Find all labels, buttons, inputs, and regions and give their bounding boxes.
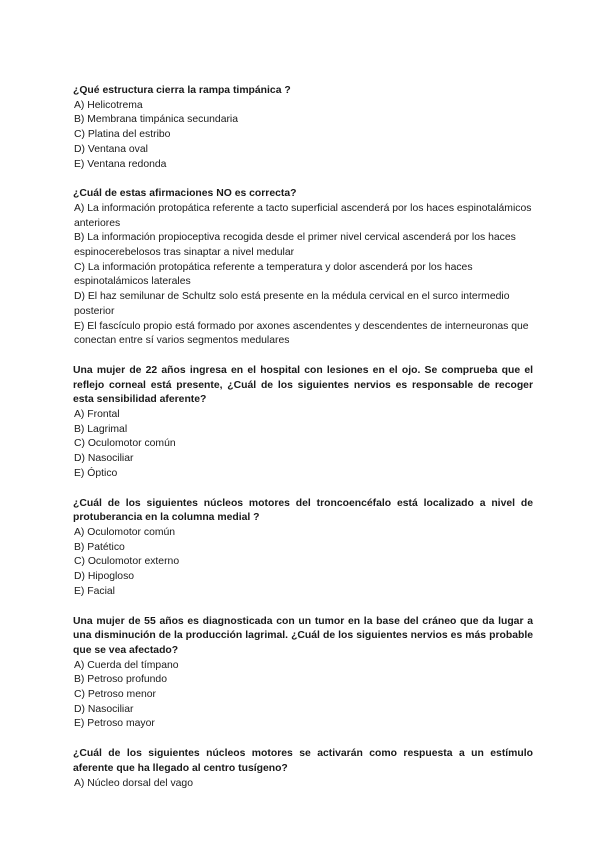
option-b: B) Lagrimal: [74, 423, 128, 435]
question-4: [73, 497, 533, 600]
option-c: C) La información protopática referente a temperatura y dolor ascenderá por los haces espinotalámicos laterales: [74, 261, 473, 288]
option-list: [73, 659, 533, 733]
option-c: C) Platina del estribo: [74, 129, 171, 141]
question-text: ¿Cuál de los siguientes núcleos motores del troncoencéfalo está localizado a nivel de protuberancia en la columna medial ?: [73, 497, 533, 524]
option-a: A) Cuerda del tímpano: [74, 659, 179, 671]
option-list: [73, 777, 533, 792]
question-6: [73, 747, 533, 791]
option-d: D) El haz semilunar de Schultz solo está presente en la médula cervical en el surco intermedio posterior: [74, 291, 510, 317]
option-e: E) El fascículo propio está formado por axones ascendentes y descendentes de interneuronas que conectan entre sí varios segmentos medulares: [74, 320, 529, 347]
option-c: C) Oculomotor externo: [74, 556, 180, 568]
option-e: E) Óptico: [74, 467, 118, 479]
question-3: [73, 364, 533, 482]
option-b: B) Petroso profundo: [74, 674, 167, 686]
option-c: C) Petroso menor: [74, 689, 156, 701]
option-list: [73, 526, 533, 600]
option-list: [73, 408, 533, 482]
question-2: [73, 187, 533, 349]
option-d: D) Nasociliar: [74, 703, 134, 715]
option-a: A) Núcleo dorsal del vago: [74, 777, 193, 789]
question-text: Una mujer de 55 años es diagnosticada con un tumor en la base del cráneo que da lugar a una disminución de la producción lagrimal. ¿Cuál de los siguientes nervios es más probable que se vea afectado?: [73, 615, 533, 656]
option-a: A) Oculomotor común: [74, 526, 176, 538]
question-1: [73, 84, 533, 172]
option-a: A) La información protopática referente a tacto superficial ascenderá por los haces espinotalámicos anteriores: [74, 202, 532, 229]
option-b: B) La información propioceptiva recogida desde el primer nivel cervical ascenderá por los haces espinocerebelosos tras sinaptar a nivel medular: [74, 232, 516, 259]
option-c: C) Oculomotor común: [74, 438, 176, 450]
exam-page: [73, 84, 533, 806]
question-text: ¿Cuál de los siguientes núcleos motores se activarán como respuesta a un estímulo aferente que ha llegado al centro tusígeno?: [73, 748, 533, 774]
option-b: B) Membrana timpánica secundaria: [74, 114, 239, 126]
question-text: Una mujer de 22 años ingresa en el hospital con lesiones en el ojo. Se comprueba que el reflejo corneal está presente, ¿Cuál de los siguientes nervios es responsable de recoger esta sensibilidad aferente?: [73, 364, 533, 406]
option-d: D) Ventana oval: [74, 143, 148, 155]
option-e: E) Ventana redonda: [74, 158, 167, 170]
question-text: ¿Cuál de estas afirmaciones NO es correcta?: [73, 188, 297, 200]
option-e: E) Petroso mayor: [74, 718, 155, 730]
option-list: [73, 99, 533, 173]
option-a: A) Frontal: [74, 409, 120, 421]
option-list: [73, 202, 533, 349]
question-5: [73, 615, 533, 733]
option-b: B) Patético: [74, 541, 125, 553]
option-d: D) Hipogloso: [74, 571, 135, 583]
question-text: ¿Qué estructura cierra la rampa timpánica ?: [73, 85, 291, 96]
option-a: A) Helicotrema: [74, 99, 143, 111]
option-e: E) Facial: [74, 585, 115, 597]
option-d: D) Nasociliar: [74, 453, 134, 465]
